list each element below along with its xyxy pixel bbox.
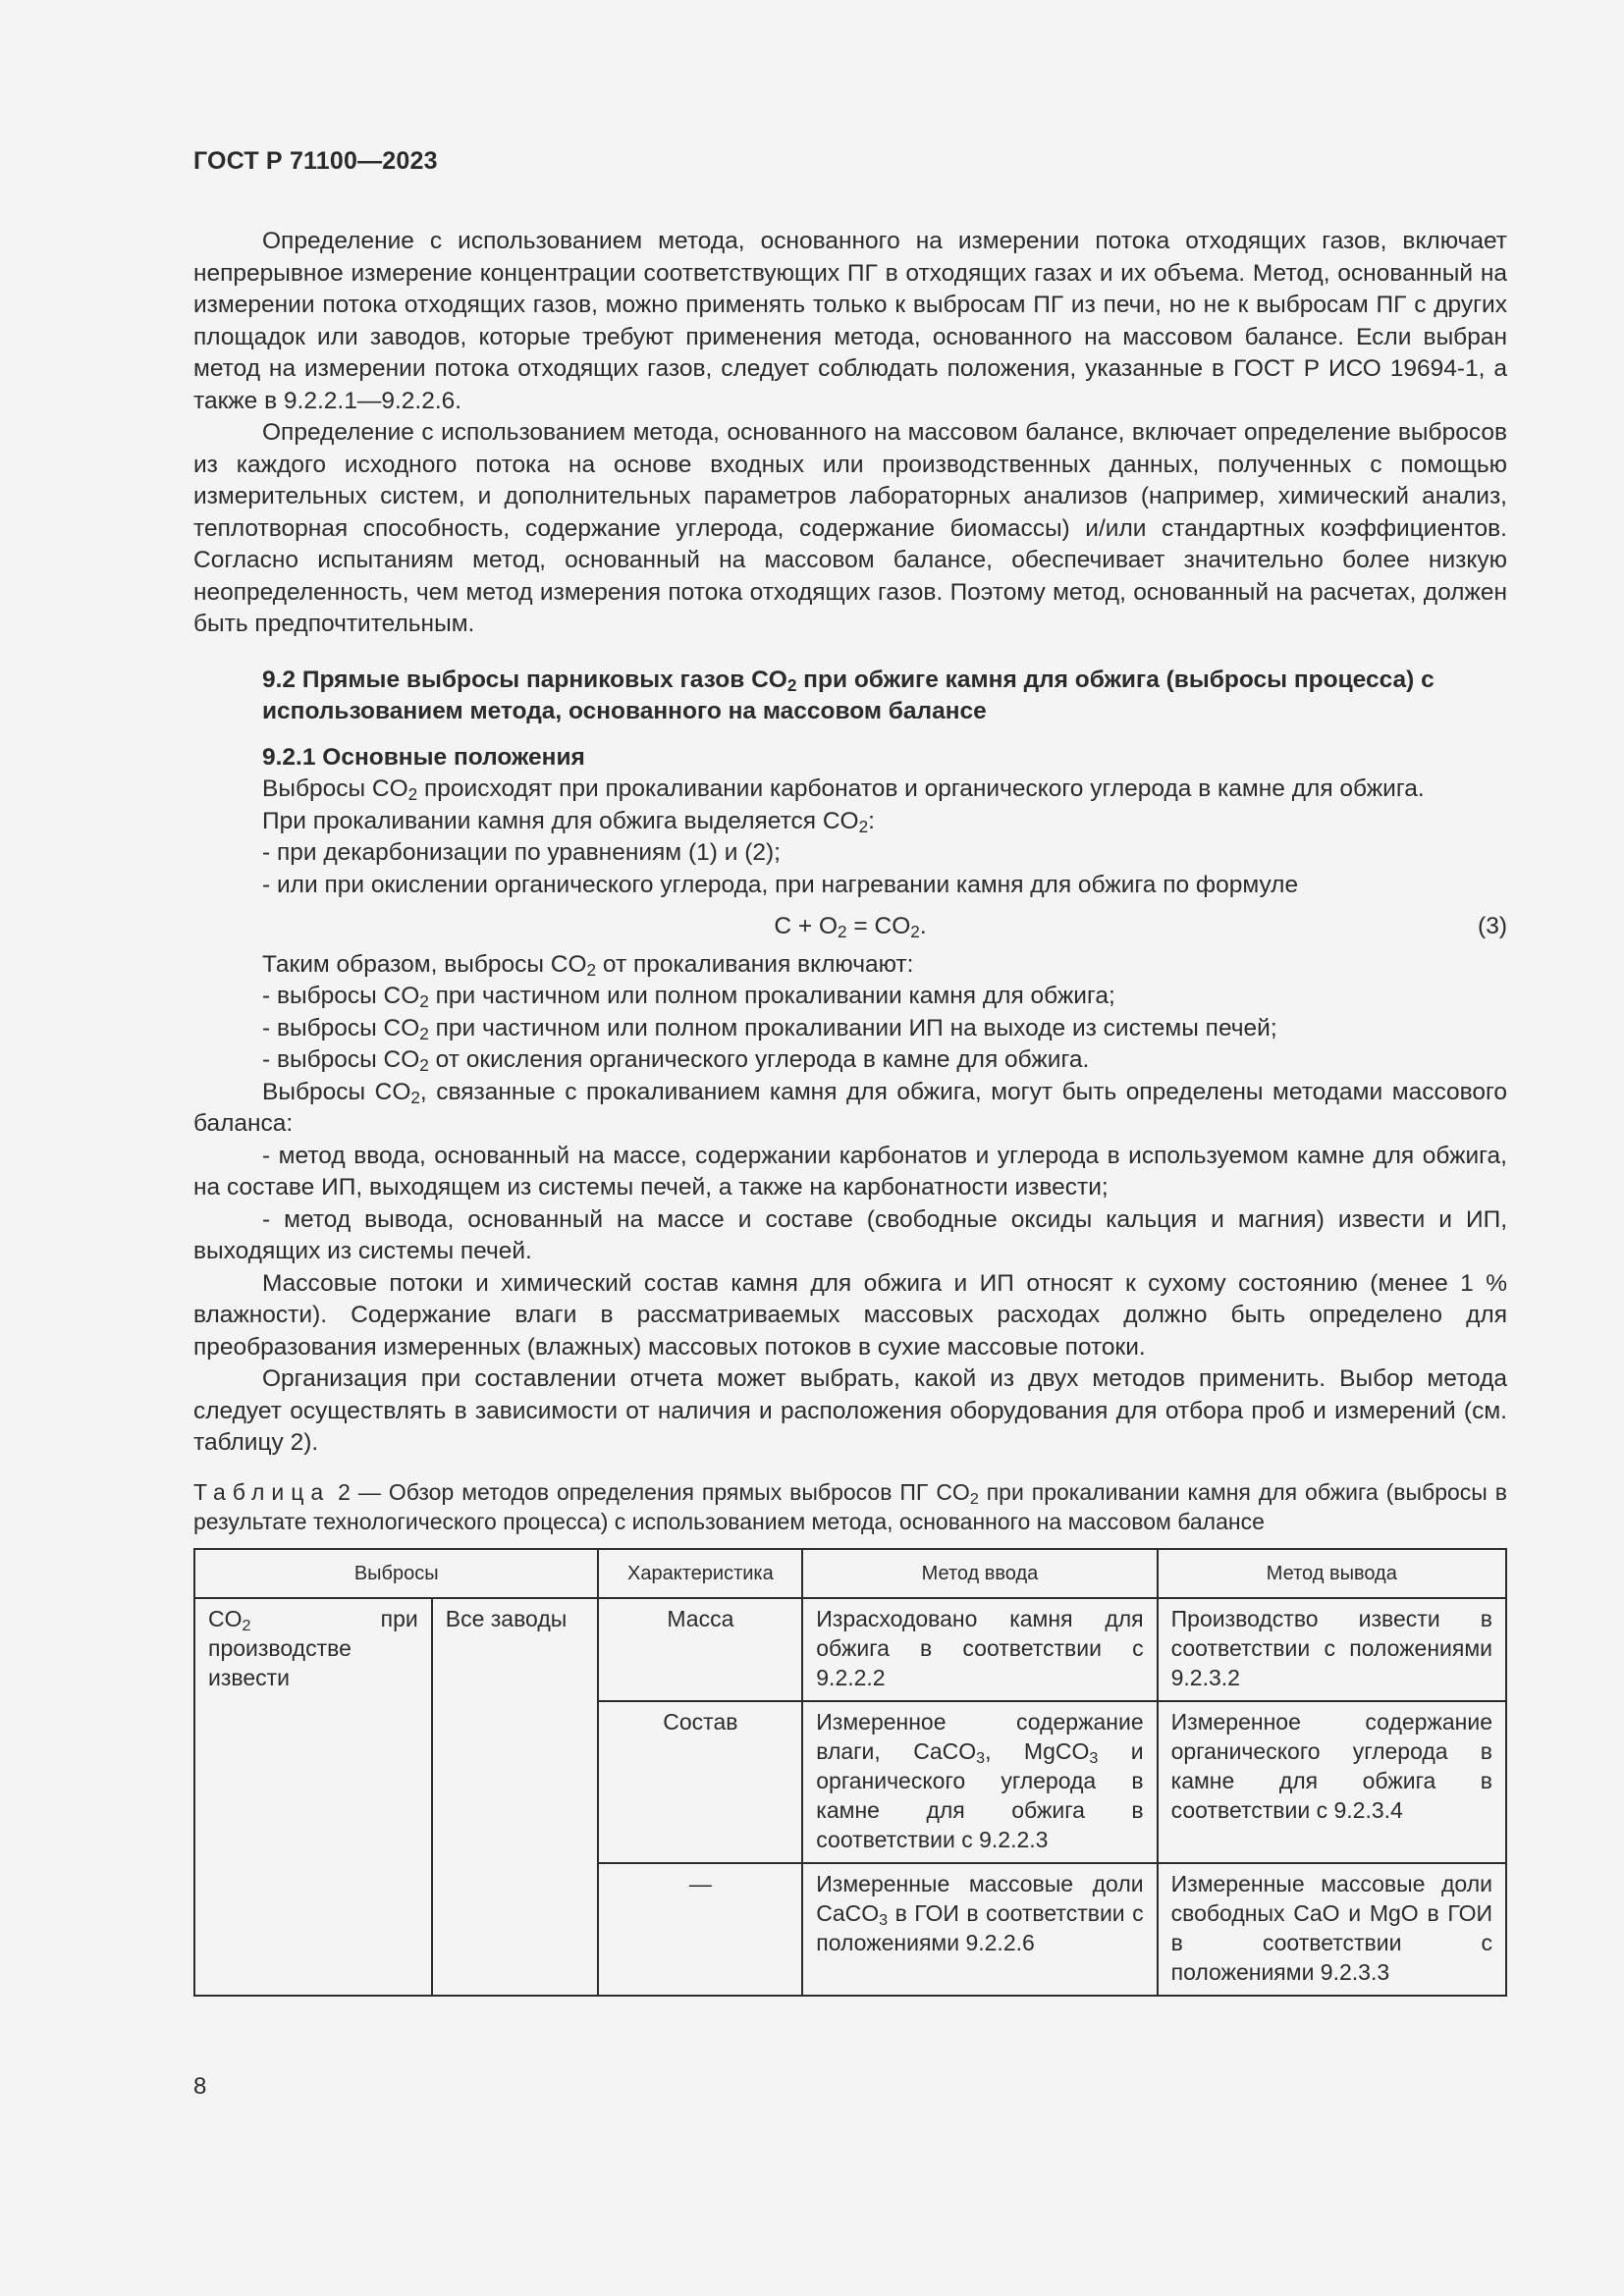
cell-characteristic: — xyxy=(598,1863,802,1996)
methods-table xyxy=(193,1548,1507,1997)
cell-output-method: Измеренное содержание органического углерода в камне для обжига в соответствии с 9.2.3.4 xyxy=(1158,1701,1506,1863)
list-item: - метод вывода, основанный на массе и составе (свободные оксиды кальция и магния) извести и ИП, выходящих из системы печей. xyxy=(193,1205,1507,1264)
paragraph: Массовые потоки и химический состав камня для обжига и ИП относят к сухому состоянию (менее 1 % влажности). Содержание влаги в рассматриваемых массовых расходах должно быть определено для преобразования измеренных (влажных) массовых потоков в сухие массовые потоки. xyxy=(193,1269,1507,1361)
paragraph: Таким образом, выбросы $CO_2$ от прокаливания включают: xyxy=(262,950,914,980)
formula-number: (3) xyxy=(1478,913,1507,939)
header-characteristic: Характеристика xyxy=(598,1549,802,1598)
table-caption: Таблица 2 — Обзор методов определения прямых выбросов ПГ $CO_2$ при прокаливании камня для обжига (выбросы в результате технологического процесса) с использованием метода, основанного на массовом балансе xyxy=(193,1478,1507,1534)
cell-plants: Все заводы xyxy=(432,1598,599,1996)
document-header: ГОСТ Р 71100—2023 xyxy=(193,147,438,175)
list-item: - выбросы $CO_2$ от окисления органического углерода в камне для обжига. xyxy=(262,1046,1090,1075)
cell-characteristic: Состав xyxy=(598,1701,802,1863)
cell-input-method: Израсходовано камня для обжига в соответствии с 9.2.2.2 xyxy=(802,1598,1157,1701)
header-emissions: Выбросы xyxy=(194,1549,598,1598)
paragraph: Выбросы $CO_2$, связанные с прокаливанием камня для обжига, могут быть определены методами массового баланса: xyxy=(193,1078,1507,1137)
cell-input-method: Измеренные массовые доли CaCO$_3$ в ГОИ в соответствии с положениями 9.2.2.6 xyxy=(802,1863,1157,1996)
paragraph: При прокаливании камня для обжига выделяется $CO_2$: xyxy=(262,807,875,836)
table-row xyxy=(194,1598,1506,1701)
cell-output-method: Измеренные массовые доли свободных CaO и MgO в ГОИ в соответствии с положениями 9.2.3.3 xyxy=(1158,1863,1506,1996)
paragraph: Определение с использованием метода, основанного на измерении потока отходящих газов, включает непрерывное измерение концентрации соответствующих ПГ в отходящих газах и их объема. Метод, основанный на измерении потока отходящих газов, можно применять только к выбросам ПГ из печи, но не к выбросам ПГ с других площадок или заводов, которые требуют применения метода, основанного на массовом балансе. Если выбран метод на измерении потока отходящих газов, следует соблюдать положения, указанные в ГОСТ Р ИСО 19694-1, а также в 9.2.2.1—9.2.2.6. xyxy=(193,228,1507,414)
section-heading-9-2-1: 9.2.1 Основные положения xyxy=(262,743,585,771)
header-output-method: Метод вывода xyxy=(1158,1549,1506,1598)
page-number: 8 xyxy=(193,2073,207,2100)
header-input-method: Метод ввода xyxy=(802,1549,1157,1598)
list-item: - или при окислении органического углерода, при нагревании камня для обжига по формуле xyxy=(262,871,1299,898)
list-item: - выбросы $CO_2$ при частичном или полном прокаливании камня для обжига; xyxy=(262,983,1115,1011)
list-item: - выбросы $CO_2$ при частичном или полном прокаливании ИП на выходе из системы печей; xyxy=(262,1014,1277,1043)
list-item: - метод ввода, основанный на массе, содержании карбонатов и углерода в используемом камне для обжига, на составе ИП, выходящем из системы печей, а также на карбонатности извести; xyxy=(193,1142,1507,1201)
section-heading-9-2: 9.2 Прямые выбросы парниковых газов $CO_2$ при обжиге камня для обжига (выбросы процесса) с использованием метода, основанного на массовом балансе xyxy=(262,666,1435,724)
cell-emission-type: $CO_2$ при производстве извести xyxy=(194,1598,432,1996)
formula: $C + O_2 = CO_2$. (3) xyxy=(774,913,1507,941)
paragraph: Организация при составлении отчета может выбрать, какой из двух методов применить. Выбор метода следует осуществлять в зависимости от наличия и расположения оборудования для отбора проб и измерений (см. таблицу 2). xyxy=(193,1365,1507,1456)
paragraph: Определение с использованием метода, основанного на массовом балансе, включает определение выбросов из каждого исходного потока на основе входных или производственных данных, полученных с помощью измерительных систем, и дополнительных параметров лабораторных анализов (например, химический анализ, теплотворная способность, содержание углерода, содержание биомассы) и/или стандартных коэффициентов. Согласно испытаниям метод, основанный на массовом балансе, обеспечивает значительно более низкую неопределенность, чем метод измерения потока отходящих газов. Поэтому метод, основанный на расчетах, должен быть предпочтительным. xyxy=(193,419,1507,637)
cell-characteristic: Масса xyxy=(598,1598,802,1701)
table-header-row xyxy=(194,1549,1506,1598)
paragraph: Выбросы $CO_2$ происходят при прокаливании карбонатов и органического углерода в камне для обжига. xyxy=(262,775,1425,804)
cell-input-method: Измеренное содержание влаги, CaCO$_3$, MgCO$_3$ и органического углерода в камне для обжига в соответствии с 9.2.2.3 xyxy=(802,1701,1157,1863)
document-body xyxy=(193,226,1507,1997)
list-item: - при декарбонизации по уравнениям (1) и (2); xyxy=(262,839,781,866)
cell-output-method: Производство извести в соответствии с положениями 9.2.3.2 xyxy=(1158,1598,1506,1701)
